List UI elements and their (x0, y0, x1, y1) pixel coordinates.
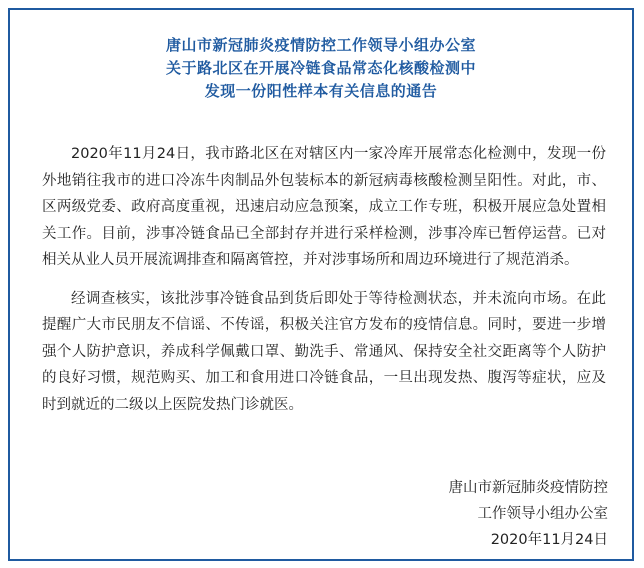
notice-document (8, 8, 634, 561)
notice-body (10, 141, 632, 418)
signature-org-line-2: 工作领导小组办公室 (477, 506, 608, 522)
title-line-2: 关于路北区在开展冷链食品常态化核酸检测中 (165, 59, 476, 77)
signature-block (449, 475, 609, 553)
title-line-3: 发现一份阳性样本有关信息的通告 (204, 82, 438, 100)
title-line-1: 唐山市新冠肺炎疫情防控工作领导小组办公室 (165, 36, 476, 54)
signature-date: 2020年11月24日 (490, 532, 608, 548)
signature-org-line-1: 唐山市新冠肺炎疫情防控 (448, 480, 608, 496)
notice-title (10, 34, 632, 103)
body-paragraph-1: 2020年11月24日，我市路北区在对辖区内一家冷库开展常态化检测中，发现一份外地销往我市的进口冷冻牛肉制品外包装标本的新冠病毒核酸检测呈阳性。对此，市、区两级党委、政府高度重视，迅速启动应急预案，成立工作专班，积极开展应急处置相关工作。目前，涉事冷链食品已全部封存并进行采样检测，涉事冷库已暂停运营。已对相关从业人员开展流调排查和隔离管控，并对涉事场所和周边环境进行了规范消杀。 (42, 146, 606, 268)
body-paragraph-2: 经调查核实，该批涉事冷链食品到货后即处于等待检测状态，并未流向市场。在此提醒广大市民朋友不信谣、不传谣，积极关注官方发布的疫情信息。同时，要进一步增强个人防护意识，养成科学佩戴口罩、勤洗手、常通风、保持安全社交距离等个人防护的良好习惯，规范购买、加工和食用进口冷链食品，一旦出现发热、腹泻等症状，应及时到就近的二级以上医院发热门诊就医。 (42, 290, 606, 413)
